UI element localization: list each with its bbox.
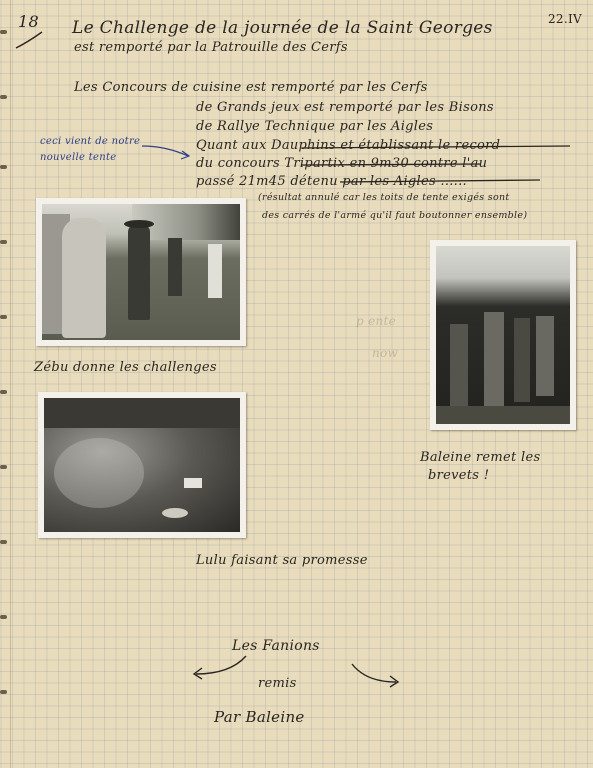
footer-line-3: Par Baleine — [214, 708, 305, 726]
binding-hole — [0, 540, 7, 544]
binding-hole — [0, 165, 7, 169]
results-line-3: de Rallye Technique par les Aigles — [196, 119, 434, 134]
annotation-line-1: (résultat annulé car les toits de tente exigés sont — [258, 192, 510, 203]
binding-hole — [0, 390, 7, 394]
side-note-line-2: nouvelle tente — [40, 152, 117, 163]
right-arrow-icon — [350, 660, 402, 688]
strike-marks — [300, 138, 580, 188]
page-number-flourish — [14, 28, 46, 50]
page-number: 18 — [18, 12, 39, 31]
faint-text-1: p ente — [356, 314, 397, 328]
results-line-6: passé 21m45 détenu par les Aigles ...... — [196, 174, 467, 189]
footer-line-2: remis — [258, 676, 297, 691]
caption-photo-2: Lulu faisant sa promesse — [196, 553, 368, 568]
corner-mark: 22.IV — [548, 12, 582, 26]
results-line-4: Quant aux Dauphins et établissant le record — [196, 138, 501, 153]
photo-challenges — [36, 198, 246, 346]
heading-line-2: est remporté par la Patrouille des Cerfs — [74, 40, 348, 55]
side-note-line-1: ceci vient de notre — [40, 136, 141, 147]
margin-line — [10, 0, 11, 768]
results-line-5: du concours Tripartix en 9m30 contre l'au — [196, 156, 488, 171]
binding-hole — [0, 690, 7, 694]
caption-photo-3-line-2: brevets ! — [428, 468, 490, 483]
footer-line-1: Les Fanions — [232, 638, 320, 654]
caption-photo-1: Zébu donne les challenges — [34, 360, 217, 375]
photo-promesse — [38, 392, 246, 538]
binding-hole — [0, 30, 7, 34]
binding-hole — [0, 315, 7, 319]
photo-brevets — [430, 240, 576, 430]
caption-photo-3-line-1: Baleine remet les — [420, 450, 541, 465]
binding-hole — [0, 465, 7, 469]
left-arrow-icon — [190, 652, 250, 682]
binding-hole — [0, 95, 7, 99]
side-note-arrow-icon — [140, 142, 192, 162]
binding-hole — [0, 615, 7, 619]
heading-line-1: Le Challenge de la journée de la Saint Georges — [72, 18, 493, 38]
annotation-line-2: des carrés de l'armé qu'il faut boutonner ensemble) — [262, 210, 528, 221]
binding-hole — [0, 240, 7, 244]
results-line-1: Les Concours de cuisine est remporté par les Cerfs — [74, 80, 428, 95]
faint-text-2: now — [372, 346, 399, 360]
results-line-2: de Grands jeux est remporté par les Bisons — [196, 100, 494, 115]
